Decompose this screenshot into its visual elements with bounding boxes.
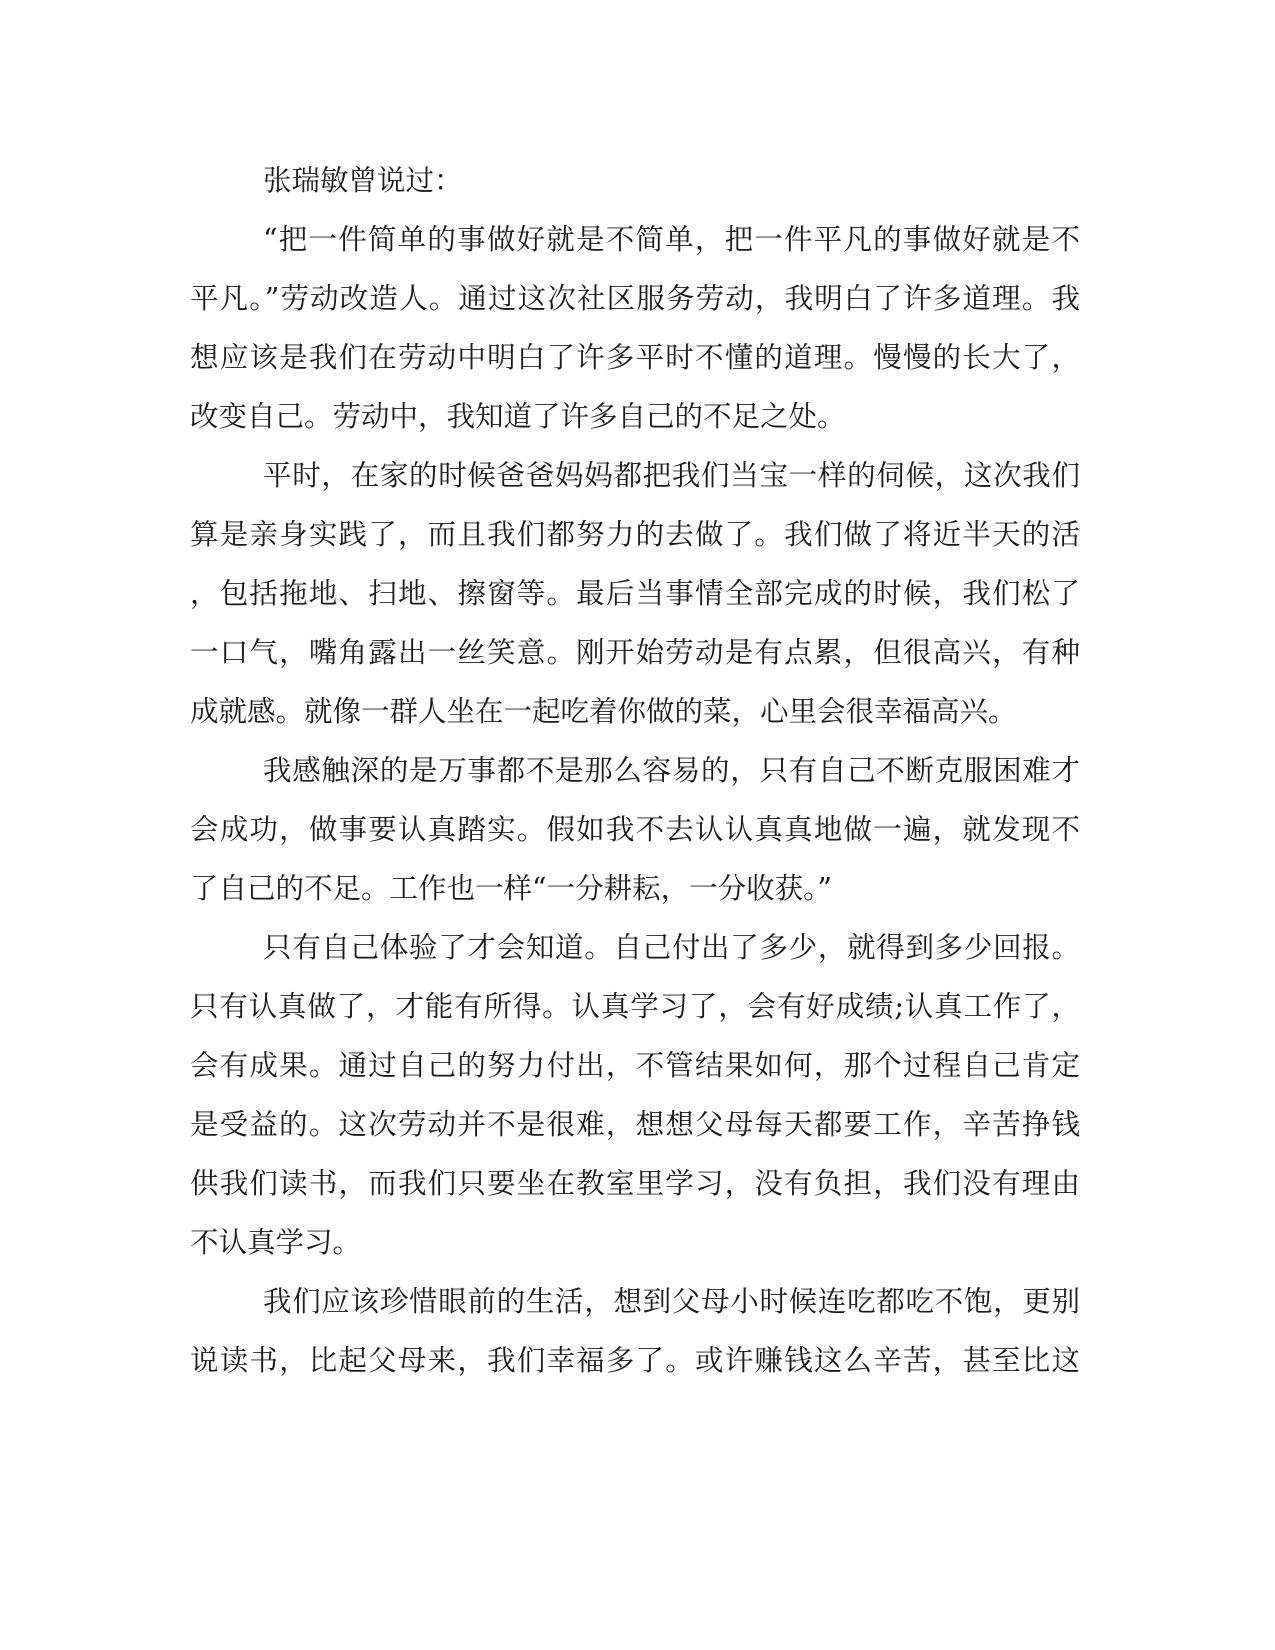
text-line: 我感触深的是万事都不是那么容易的，只有自己不断克服困难才: [263, 754, 1080, 787]
text-line: ，包括拖地、扫地、擦窗等。最后当事情全部完成的时候，我们松了: [190, 577, 1080, 610]
text-line: 想应该是我们在劳动中明白了许多平时不懂的道理。慢慢的长大了，: [190, 341, 1080, 374]
text-line: 我们应该珍惜眼前的生活，想到父母小时候连吃都吃不饱，更别: [263, 1285, 1080, 1318]
text-line: 会有成果。通过自己的努力付出，不管结果如何，那个过程自己肯定: [190, 1049, 1080, 1082]
text-line: 只有自己体验了才会知道。自己付出了多少，就得到多少回报。: [263, 931, 1080, 964]
text-line: 只有认真做了，才能有所得。认真学习了，会有好成绩;认真工作了，: [190, 990, 1080, 1023]
text-line: 说读书，比起父母来，我们幸福多了。或许赚钱这么辛苦，甚至比这: [190, 1344, 1080, 1377]
text-line: 平凡。”劳动改造人。通过这次社区服务劳动，我明白了许多道理。我: [190, 282, 1080, 315]
text-line: 改变自己。劳动中，我知道了许多自己的不足之处。: [190, 400, 846, 433]
text-line: “把一件简单的事做好就是不简单，把一件平凡的事做好就是不: [263, 223, 1080, 256]
text-line: 张瑞敏曾说过：: [263, 164, 463, 197]
text-line: 算是亲身实践了，而且我们都努力的去做了。我们做了将近半天的活: [190, 518, 1080, 551]
text-line: 了自己的不足。工作也一样“一分耕耘，一分收获。”: [190, 872, 832, 905]
text-line: 是受益的。这次劳动并不是很难，想想父母每天都要工作，辛苦挣钱: [190, 1108, 1080, 1141]
text-line: 不认真学习。: [190, 1226, 362, 1259]
text-line: 会成功，做事要认真踏实。假如我不去认认真真地做一遍，就发现不: [190, 813, 1080, 846]
text-line: 一口气，嘴角露出一丝笑意。刚开始劳动是有点累，但很高兴，有种: [190, 636, 1080, 669]
text-line: 平时，在家的时候爸爸妈妈都把我们当宝一样的伺候，这次我们: [263, 459, 1080, 492]
text-line: 成就感。就像一群人坐在一起吃着你做的菜，心里会很幸福高兴。: [190, 695, 1017, 728]
text-line: 供我们读书，而我们只要坐在教室里学习，没有负担，我们没有理由: [190, 1167, 1080, 1200]
